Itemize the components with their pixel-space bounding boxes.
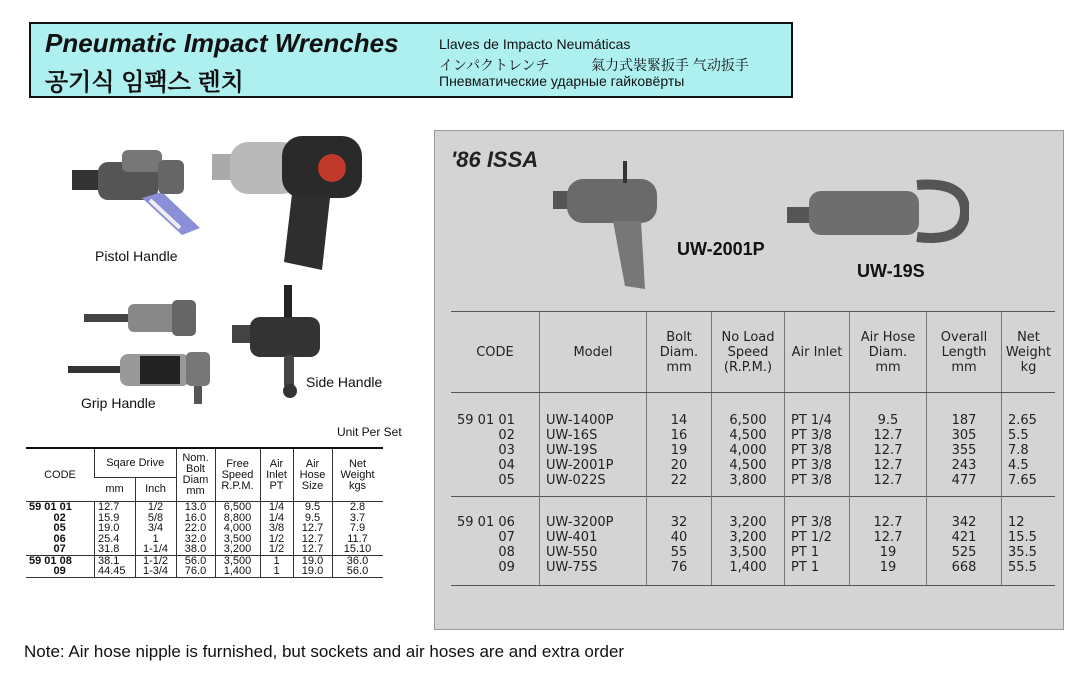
- col-speed: Free Speed R.P.M.: [215, 448, 260, 502]
- uw-2001p-image: [553, 161, 673, 296]
- inch-cell: 1/2 5/8 3/4 1 1-1/4: [135, 502, 176, 556]
- hose-cell: 19.0 19.0: [293, 555, 332, 577]
- col-code: CODE: [451, 312, 540, 393]
- code-cell: 59 01 06 07 08 09: [451, 497, 540, 586]
- model-label-uw-2001p: UW-2001P: [677, 239, 765, 259]
- model-cell: UW-1400P UW-16S UW-19S UW-2001P UW-022S: [540, 393, 647, 497]
- inlet-cell: 1/4 1/4 3/8 1/2 1/2: [260, 502, 293, 556]
- speed-cell: 3,200 3,200 3,500 1,400: [712, 497, 785, 586]
- weight-cell: 2.8 3.7 7.9 11.7 15.10: [332, 502, 383, 556]
- inlet-cell: 1 1: [260, 555, 293, 577]
- title-banner: [29, 22, 793, 98]
- col-bolt: Nom. Bolt Diam mm: [176, 448, 215, 502]
- bolt-cell: 32 40 55 76: [647, 497, 712, 586]
- page-title-korean: 공기식 임팩스 렌치: [45, 69, 244, 96]
- pistol-wrench-image-2: [212, 132, 372, 274]
- footer-note: Note: Air hose nipple is furnished, but sockets and air hoses are and extra order: [24, 642, 625, 661]
- weight-cell: 12 15.5 35.5 55.5: [1002, 497, 1056, 586]
- weight-cell: 2.65 5.5 7.8 4.5 7.65: [1002, 393, 1056, 497]
- mm-cell: 38.1 44.45: [95, 555, 136, 577]
- col-mm: mm: [105, 483, 124, 495]
- grip-wrench-image-1: [84, 296, 199, 341]
- hose-cell: 12.7 12.7 19 19: [850, 497, 927, 586]
- table-row: [26, 555, 383, 577]
- speed-cell: 6,500 8,800 4,000 3,500 3,200: [215, 502, 260, 556]
- code-cell: 59 01 08 09: [26, 555, 95, 577]
- table-row: [26, 502, 383, 556]
- pistol-handle-label: Pistol Handle: [95, 248, 178, 264]
- page-title-chinese: 氣力式裝緊扳手 气动扳手: [591, 57, 749, 73]
- issa-heading: '86 ISSA: [451, 147, 539, 172]
- right-spec-table: [451, 311, 1055, 586]
- bolt-cell: 14 16 19 20 22: [647, 393, 712, 497]
- col-inlet: Air Inlet: [785, 312, 850, 393]
- col-square-drive: Sqare Drive: [95, 448, 177, 478]
- page-title-spanish: Llaves de Impacto Neumáticas: [439, 36, 631, 52]
- inlet-cell: PT 3/8 PT 1/2 PT 1 PT 1: [785, 497, 850, 586]
- bolt-cell: 13.0 16.0 22.0 32.0 38.0: [176, 502, 215, 556]
- inch-cell: 1-1/2 1-3/4: [135, 555, 176, 577]
- col-weight: Net Weight kgs: [332, 448, 383, 502]
- left-spec-table: [26, 447, 383, 578]
- bolt-cell: 56.0 76.0: [176, 555, 215, 577]
- page-title-japanese: インパクトレンチ: [439, 57, 550, 73]
- code-cell: 59 01 01 02 03 04 05: [457, 413, 515, 488]
- mm-cell: 12.7 15.9 19.0 25.4 31.8: [95, 502, 136, 556]
- hose-cell: 9.5 12.7 12.7 12.7 12.7: [850, 393, 927, 497]
- col-length: Overall Length mm: [927, 312, 1002, 393]
- inlet-cell: PT 1/4 PT 3/8 PT 3/8 PT 3/8 PT 3/8: [785, 393, 850, 497]
- col-hose: Air Hose Size: [293, 448, 332, 502]
- page-title-russian: Пневматические ударные гайковёрты: [439, 73, 685, 89]
- side-handle-label: Side Handle: [306, 374, 383, 390]
- page-title: Pneumatic Impact Wrenches: [45, 28, 399, 58]
- col-hose: Air Hose Diam. mm: [850, 312, 927, 393]
- unit-per-set: Unit Per Set: [337, 425, 402, 439]
- weight-cell: 36.0 56.0: [332, 555, 383, 577]
- table-row: [451, 497, 1055, 586]
- grip-handle-label: Grip Handle: [81, 395, 156, 411]
- table-row: [451, 393, 1055, 497]
- col-speed: No Load Speed (R.P.M.): [712, 312, 785, 393]
- col-model: Model: [540, 312, 647, 393]
- model-label-uw-19s: UW-19S: [857, 261, 925, 281]
- col-weight: Net Weight kg: [1002, 312, 1056, 393]
- code-cell: 59 01 01 02 05 06 07: [26, 502, 95, 556]
- model-cell: UW-3200P UW-401 UW-550 UW-75S: [540, 497, 647, 586]
- uw-19s-image: [787, 171, 969, 251]
- col-inch: Inch: [135, 478, 176, 502]
- length-cell: 342 421 525 668: [927, 497, 1002, 586]
- speed-cell: 6,500 4,500 4,000 4,500 3,800: [712, 393, 785, 497]
- col-inlet: Air Inlet PT: [260, 448, 293, 502]
- speed-cell: 3,500 1,400: [215, 555, 260, 577]
- hose-cell: 9.5 9.5 12.7 12.7 12.7: [293, 502, 332, 556]
- col-code: CODE: [26, 448, 95, 502]
- pistol-wrench-image-1: [62, 140, 210, 245]
- col-bolt: Bolt Diam. mm: [647, 312, 712, 393]
- length-cell: 187 305 355 243 477: [927, 393, 1002, 497]
- issa-panel: [434, 130, 1064, 630]
